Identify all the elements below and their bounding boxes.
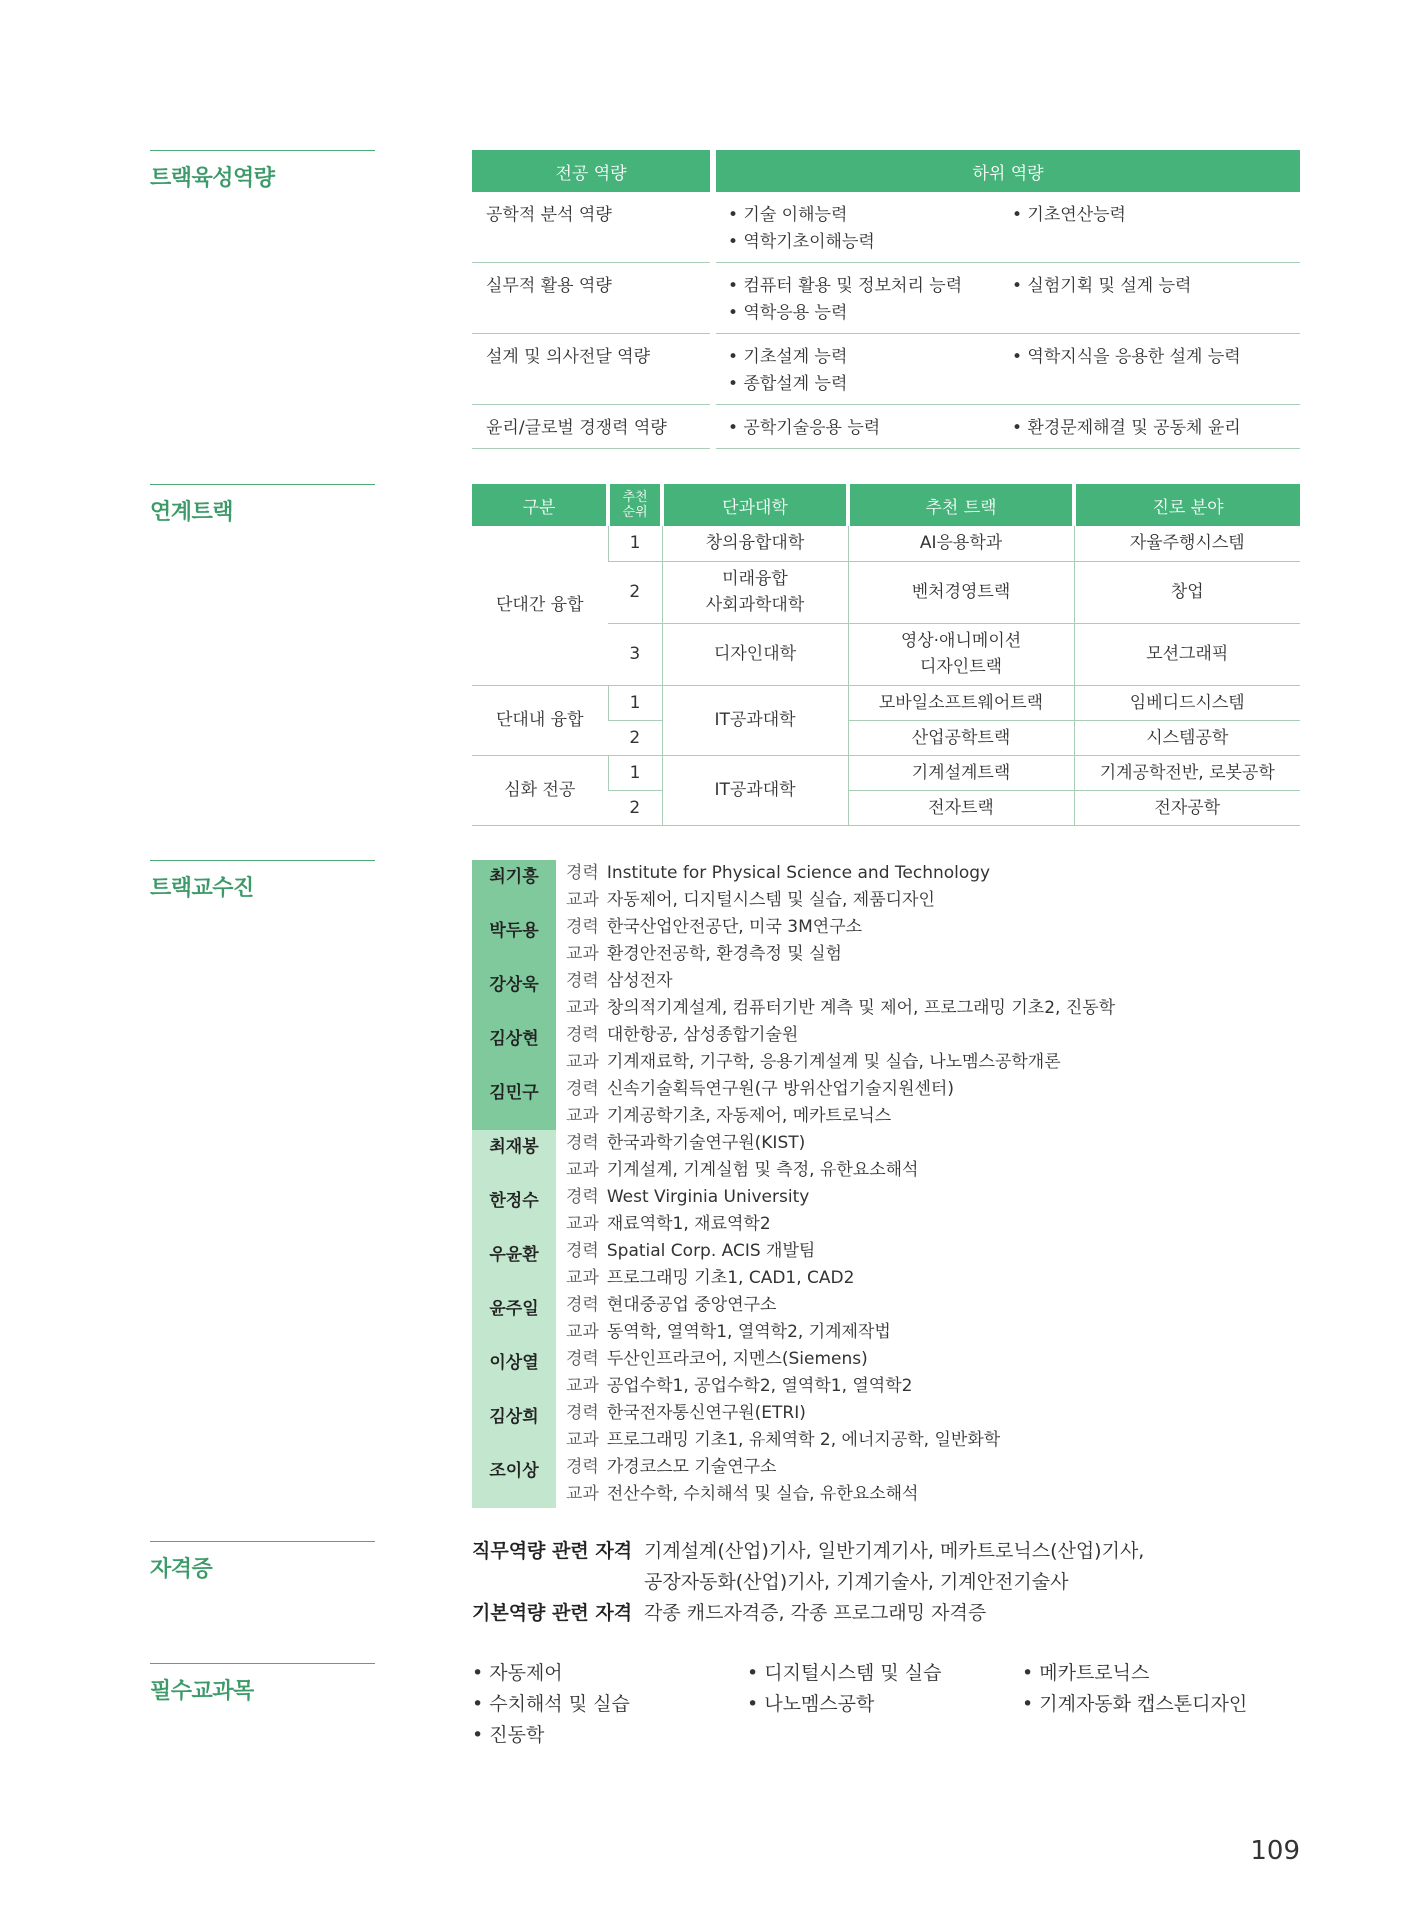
rank-cell: 2 xyxy=(608,561,662,623)
career-tag: 경력 xyxy=(566,863,599,883)
faculty-info xyxy=(556,860,990,914)
faculty-name: 김민구 xyxy=(472,1076,556,1130)
faculty-name: 조이상 xyxy=(472,1454,556,1508)
section-label-competency xyxy=(150,150,375,192)
faculty-courses: 동역학, 열역학1, 열역학2, 기계제작법 xyxy=(606,1322,891,1342)
major-cell: 실무적 활용 역량 xyxy=(472,263,710,334)
certificate-row xyxy=(472,1536,1204,1598)
section-title: 트랙육성역량 xyxy=(150,166,275,191)
course-item: • 수치해석 및 실습 xyxy=(472,1693,630,1715)
faculty-name: 이상열 xyxy=(472,1346,556,1400)
course-item: • 기계자동화 캡스톤디자인 xyxy=(1022,1693,1248,1715)
faculty-courses: 자동제어, 디지털시스템 및 실습, 제품디자인 xyxy=(606,890,935,910)
faculty-row xyxy=(472,914,1115,968)
career-cell: 임베디드시스템 xyxy=(1074,685,1300,720)
faculty-name: 김상현 xyxy=(472,1022,556,1076)
faculty-list xyxy=(472,860,1115,1508)
header-rank: 추천 순위 xyxy=(608,484,662,526)
faculty-info xyxy=(556,1346,912,1400)
college-cell: 미래융합 사회과학대학 xyxy=(662,561,848,623)
college-cell: IT공과대학 xyxy=(662,685,848,755)
faculty-info xyxy=(556,1238,854,1292)
certificate-values xyxy=(644,1536,1204,1598)
table-row xyxy=(472,405,1300,449)
table-row xyxy=(472,192,1300,263)
sub-item: • 기초설계 능력 xyxy=(728,347,848,367)
faculty-career: Institute for Physical Science and Technology xyxy=(606,863,991,883)
sub-cell xyxy=(716,192,1008,263)
header-college: 단과대학 xyxy=(662,484,848,526)
certificate-line: 기계설계(산업)기사, 일반기계기사, 메카트로닉스(산업)기사, xyxy=(644,1540,1145,1562)
faculty-info xyxy=(556,1454,918,1508)
career-tag: 경력 xyxy=(566,1403,599,1423)
course-item: • 나노멤스공학 xyxy=(747,1693,875,1715)
sub-item: • 실험기획 및 설계 능력 xyxy=(1012,276,1192,296)
faculty-row xyxy=(472,1454,1115,1508)
career-tag: 경력 xyxy=(566,1079,599,1099)
faculty-name: 한정수 xyxy=(472,1184,556,1238)
section-title: 트랙교수진 xyxy=(150,876,254,901)
career-cell: 기계공학전반, 로봇공학 xyxy=(1074,755,1300,790)
course-tag: 교과 xyxy=(566,1052,599,1072)
track-cell: AI응용학과 xyxy=(848,526,1074,561)
sub-item: • 환경문제해결 및 공동체 윤리 xyxy=(1012,418,1241,438)
section-title: 연계트랙 xyxy=(150,500,234,525)
course-tag: 교과 xyxy=(566,1214,599,1234)
faculty-career: 가경코스모 기술연구소 xyxy=(606,1457,777,1477)
course-tag: 교과 xyxy=(566,1106,599,1126)
faculty-career: 대한항공, 삼성종합기술원 xyxy=(606,1025,799,1045)
linked-track-table xyxy=(472,484,1300,826)
faculty-courses: 프로그래밍 기초1, 유체역학 2, 에너지공학, 일반화학 xyxy=(606,1430,1001,1450)
rank-cell: 3 xyxy=(608,623,662,685)
course-item: • 진동학 xyxy=(472,1724,545,1746)
rank-cell: 1 xyxy=(608,526,662,561)
header-major: 전공 역량 xyxy=(472,150,710,192)
faculty-row xyxy=(472,1022,1115,1076)
faculty-row xyxy=(472,1184,1115,1238)
faculty-name: 우윤환 xyxy=(472,1238,556,1292)
college-cell: 디자인대학 xyxy=(662,623,848,685)
career-tag: 경력 xyxy=(566,971,599,991)
rank-cell: 1 xyxy=(608,685,662,720)
track-cell: 벤처경영트랙 xyxy=(848,561,1074,623)
faculty-career: West Virginia University xyxy=(606,1187,810,1207)
faculty-courses: 재료역학1, 재료역학2 xyxy=(606,1214,771,1234)
career-tag: 경력 xyxy=(566,1025,599,1045)
faculty-info xyxy=(556,1292,891,1346)
sub-cell xyxy=(716,334,1008,405)
section-label-faculty xyxy=(150,860,375,902)
header-sub: 하위 역량 xyxy=(716,150,1300,192)
certificate-values xyxy=(644,1598,1204,1629)
faculty-name: 김상희 xyxy=(472,1400,556,1454)
sub-cell xyxy=(1008,405,1300,449)
faculty-name: 박두용 xyxy=(472,914,556,968)
faculty-name: 윤주일 xyxy=(472,1292,556,1346)
career-cell: 시스템공학 xyxy=(1074,720,1300,755)
faculty-career: 현대중공업 중앙연구소 xyxy=(606,1295,777,1315)
faculty-name: 최기흥 xyxy=(472,860,556,914)
career-tag: 경력 xyxy=(566,1133,599,1153)
faculty-courses: 기계공학기초, 자동제어, 메카트로닉스 xyxy=(606,1106,892,1126)
sub-item: • 기술 이해능력 xyxy=(728,205,848,225)
faculty-row xyxy=(472,1076,1115,1130)
faculty-row xyxy=(472,1292,1115,1346)
rank-cell: 2 xyxy=(608,720,662,755)
career-cell: 창업 xyxy=(1074,561,1300,623)
certificate-list xyxy=(472,1536,1204,1629)
course-tag: 교과 xyxy=(566,1376,599,1396)
faculty-career: 한국과학기술연구원(KIST) xyxy=(606,1133,806,1153)
sub-item: • 역학기초이해능력 xyxy=(728,232,875,252)
faculty-career: 한국전자통신연구원(ETRI) xyxy=(606,1403,806,1423)
section-label-courses xyxy=(150,1663,375,1705)
career-tag: 경력 xyxy=(566,1295,599,1315)
sub-cell xyxy=(1008,192,1300,263)
faculty-name: 최재봉 xyxy=(472,1130,556,1184)
certificate-line: 각종 캐드자격증, 각종 프로그래밍 자격증 xyxy=(644,1602,987,1624)
career-tag: 경력 xyxy=(566,917,599,937)
faculty-row xyxy=(472,1346,1115,1400)
college-cell: 창의융합대학 xyxy=(662,526,848,561)
rank-cell: 2 xyxy=(608,790,662,825)
course-tag: 교과 xyxy=(566,1322,599,1342)
sub-item: • 종합설계 능력 xyxy=(728,374,848,394)
group-cell: 심화 전공 xyxy=(472,755,608,825)
sub-cell xyxy=(716,405,1008,449)
page-number: 109 xyxy=(1250,1836,1300,1866)
table-row xyxy=(472,755,1300,790)
group-cell: 단대내 융합 xyxy=(472,685,608,755)
faculty-career: 삼성전자 xyxy=(606,971,673,991)
group-cell: 단대간 융합 xyxy=(472,526,608,685)
faculty-name: 강상욱 xyxy=(472,968,556,1022)
section-label-cert xyxy=(150,1541,375,1583)
faculty-courses: 환경안전공학, 환경측정 및 실험 xyxy=(606,944,842,964)
faculty-courses: 기계설계, 기계실험 및 측정, 유한요소해석 xyxy=(606,1160,919,1180)
faculty-career: 신속기술획득연구원(구 방위산업기술지원센터) xyxy=(606,1079,954,1099)
faculty-career: Spatial Corp. ACIS 개발팀 xyxy=(606,1241,816,1261)
section-title: 필수교과목 xyxy=(150,1679,254,1704)
header-category: 구분 xyxy=(472,484,608,526)
career-tag: 경력 xyxy=(566,1241,599,1261)
course-tag: 교과 xyxy=(566,1268,599,1288)
career-tag: 경력 xyxy=(566,1349,599,1369)
track-cell: 모바일소프트웨어트랙 xyxy=(848,685,1074,720)
course-item: • 자동제어 xyxy=(472,1662,563,1684)
table-row xyxy=(472,263,1300,334)
table-row xyxy=(472,334,1300,405)
faculty-row xyxy=(472,968,1115,1022)
competency-table xyxy=(472,150,1300,449)
faculty-courses: 전산수학, 수치해석 및 실습, 유한요소해석 xyxy=(606,1484,919,1504)
course-item: • 메카트로닉스 xyxy=(1022,1662,1150,1684)
major-cell: 설계 및 의사전달 역량 xyxy=(472,334,710,405)
sub-item: • 컴퓨터 활용 및 정보처리 능력 xyxy=(728,276,963,296)
sub-cell xyxy=(1008,334,1300,405)
sub-item: • 기초연산능력 xyxy=(1012,205,1126,225)
required-courses xyxy=(472,1658,1300,1751)
sub-item: • 역학응용 능력 xyxy=(728,303,848,323)
faculty-info xyxy=(556,1130,918,1184)
career-cell: 전자공학 xyxy=(1074,790,1300,825)
certificate-line: 공장자동화(산업)기사, 기계기술사, 기계안전기술사 xyxy=(644,1571,1069,1593)
faculty-row xyxy=(472,1400,1115,1454)
faculty-courses: 공업수학1, 공업수학2, 열역학1, 열역학2 xyxy=(606,1376,913,1396)
course-tag: 교과 xyxy=(566,1484,599,1504)
table-row xyxy=(472,526,1300,561)
faculty-row xyxy=(472,1238,1115,1292)
faculty-info xyxy=(556,968,1115,1022)
faculty-courses: 기계재료학, 기구학, 응용기계설계 및 실습, 나노멤스공학개론 xyxy=(606,1052,1061,1072)
header-career: 진로 분야 xyxy=(1074,484,1300,526)
section-label-linked xyxy=(150,484,375,526)
sub-cell xyxy=(1008,263,1300,334)
header-track: 추천 트랙 xyxy=(848,484,1074,526)
faculty-info xyxy=(556,1022,1061,1076)
faculty-courses: 프로그래밍 기초1, CAD1, CAD2 xyxy=(606,1268,855,1288)
faculty-career: 한국산업안전공단, 미국 3M연구소 xyxy=(606,917,863,937)
certificate-row xyxy=(472,1598,1204,1629)
faculty-row xyxy=(472,1130,1115,1184)
faculty-row xyxy=(472,860,1115,914)
faculty-info xyxy=(556,914,862,968)
faculty-info xyxy=(556,1184,809,1238)
course-tag: 교과 xyxy=(566,944,599,964)
career-tag: 경력 xyxy=(566,1457,599,1477)
course-item: • 디지털시스템 및 실습 xyxy=(747,1662,942,1684)
faculty-info xyxy=(556,1076,954,1130)
track-cell: 산업공학트랙 xyxy=(848,720,1074,755)
faculty-career: 두산인프라코어, 지멘스(Siemens) xyxy=(606,1349,868,1369)
course-tag: 교과 xyxy=(566,1160,599,1180)
course-tag: 교과 xyxy=(566,1430,599,1450)
track-cell: 기계설계트랙 xyxy=(848,755,1074,790)
course-tag: 교과 xyxy=(566,890,599,910)
rank-cell: 1 xyxy=(608,755,662,790)
faculty-info xyxy=(556,1400,1000,1454)
sub-cell xyxy=(716,263,1008,334)
sub-item: • 공학기술응용 능력 xyxy=(728,418,881,438)
certificate-title: 기본역량 관련 자격 xyxy=(472,1602,633,1624)
career-cell: 모션그래픽 xyxy=(1074,623,1300,685)
table-row xyxy=(472,685,1300,720)
section-title: 자격증 xyxy=(150,1557,213,1582)
career-tag: 경력 xyxy=(566,1187,599,1207)
certificate-title: 직무역량 관련 자격 xyxy=(472,1540,633,1562)
course-tag: 교과 xyxy=(566,998,599,1018)
major-cell: 윤리/글로벌 경쟁력 역량 xyxy=(472,405,710,449)
track-cell: 영상·애니메이션 디자인트랙 xyxy=(848,623,1074,685)
faculty-courses: 창의적기계설계, 컴퓨터기반 계측 및 제어, 프로그래밍 기초2, 진동학 xyxy=(606,998,1116,1018)
track-cell: 전자트랙 xyxy=(848,790,1074,825)
sub-item: • 역학지식을 응용한 설계 능력 xyxy=(1012,347,1241,367)
career-cell: 자율주행시스템 xyxy=(1074,526,1300,561)
college-cell: IT공과대학 xyxy=(662,755,848,825)
major-cell: 공학적 분석 역량 xyxy=(472,192,710,263)
